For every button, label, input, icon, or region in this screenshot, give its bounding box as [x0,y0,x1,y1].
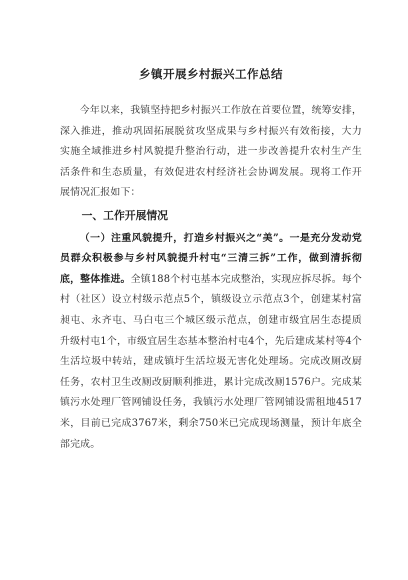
document-title: 乡镇开展乡村振兴工作总结 [139,67,283,81]
intro-paragraph: 今年以来，我镇坚持把乡村振兴工作放在首要位置，统筹安排，深入推进，推动巩固拓展脱贫攻坚成果与乡村振兴有效衔接，大力实施全域推进乡村风貌提升整治行动，进一步改善提升农村生产生活条件和生态质量，有效促进农村经济社会协调发展。现将工作开展情况汇报如下： [60,105,362,199]
section-heading: 一、工作开展情况 [81,208,168,222]
subsection-body: 全镇188个村屯基本完成整治，实现应拆尽拆。每个村（社区）设立村级示范点5个，镇级设立示范点3个，创建某村富昶屯、永齐屯、马白屯三个城区级示范点，创建市级宜居生态提质升级村屯1个，市级宜居生态基本整治村屯4个，先后建成某村等4个生活垃圾中转站，建成镇圩生活垃圾无害化处理场。完成改厕改厨任务，农村卫生改厕改厨顺利推进，累计完成改厕1576户。完成某镇污水处理厂管网铺设任务，我镇污水处理厂管网铺设需租地4517米，目前已完成3767米，剩余750米已完成现场测量，预计年底全部完成。 [60,273,362,450]
subsection-key-point: 充分发动党员群众积极参与乡村风貌提升村屯“三清三拆”工作，做到清拆彻底，整体推进。 [60,232,362,285]
subsection-paragraph [60,229,362,456]
subsection-lead: （一）注重风貌提升，打造乡村振兴之“美”。一是 [79,232,311,244]
